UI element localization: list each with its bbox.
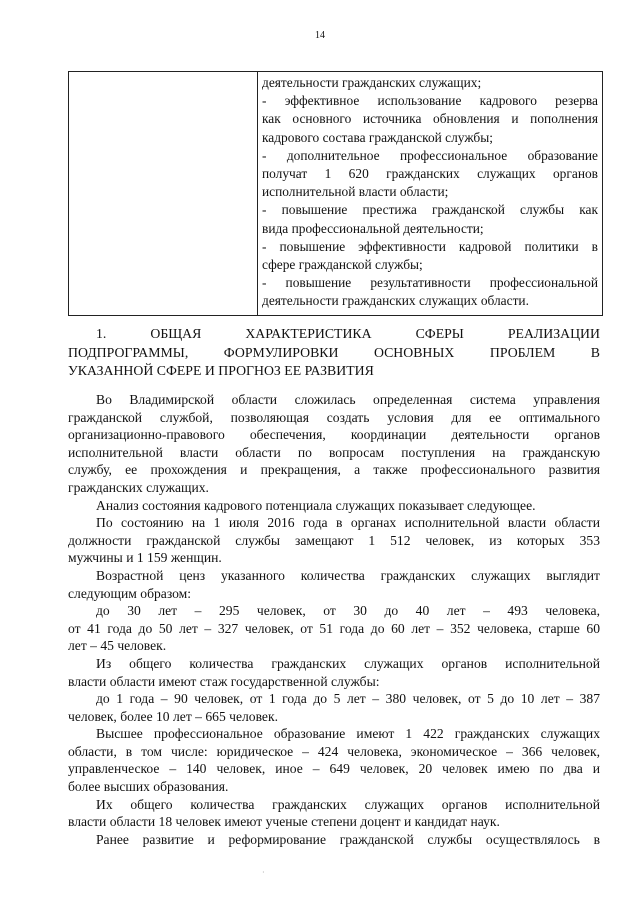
body-line: организационно-правового обеспечения, координации деятельности органов: [68, 427, 600, 443]
body-line: более высших образования.: [68, 779, 229, 795]
table-line: деятельности гражданских служащих;: [262, 75, 482, 90]
body-line: Ранее развитие и реформирование гражданской службы осуществлялось в: [96, 831, 600, 847]
table-line: - повышение престижа гражданской службы как: [262, 202, 598, 218]
body-line: исполнительной власти области по вопросам поступления на гражданскую: [68, 444, 600, 460]
body-line: следующим образом:: [68, 585, 192, 601]
body-line: лет – 45 человек.: [68, 638, 167, 654]
heading-line: 1. ОБЩАЯ ХАРАКТЕРИСТИКА СФЕРЫ РЕАЛИЗАЦИИ: [96, 326, 600, 341]
body-line: до 1 года – 90 человек, от 1 года до 5 лет – 380 человек, от 5 до 10 лет – 387: [96, 691, 600, 707]
table-line: - повышение результативности профессиональной: [262, 275, 598, 291]
scan-speck: ·: [262, 868, 265, 877]
table-right-cell: [258, 72, 603, 316]
body-line: власти области имеют стаж государственной службы:: [68, 673, 380, 689]
body-line: области, в том числе: юридическое – 424 человека, экономическое – 366 человек,: [68, 743, 600, 759]
table-line: - дополнительное профессиональное образование: [262, 147, 598, 163]
table-line: - повышение эффективности кадровой политики в: [262, 238, 598, 254]
body-line: службу, ее прохождения и прекращения, а также профессионального развития: [68, 462, 600, 478]
body-line: должности гражданской службы замещают 1 512 человек, из которых 353: [68, 532, 600, 548]
body-line: Во Владимирской области сложилась определенная система управления: [96, 392, 600, 407]
body-line: мужчины и 1 159 женщин.: [68, 550, 222, 566]
body-line: Анализ состояния кадрового потенциала служащих показывает следующее.: [96, 497, 536, 513]
body-line: человек, более 10 лет – 665 человек.: [68, 708, 278, 724]
body-line: Высшее профессиональное образование имеют 1 422 гражданских служащих: [96, 726, 600, 742]
table-line: вида профессиональной деятельности;: [262, 220, 484, 236]
section-heading: [68, 325, 600, 381]
page-number: 14: [315, 30, 325, 41]
table-line: кадрового состава гражданской службы;: [262, 129, 493, 145]
body-line: гражданской службой, позволяющая создать условия для ее оптимального: [68, 409, 600, 425]
table-line: деятельности гражданских служащих области.: [262, 293, 529, 309]
table-line: как основного источника обновления и пополнения: [262, 111, 598, 127]
body-line: По состоянию на 1 июля 2016 года в органах исполнительной власти области: [96, 515, 600, 531]
body-line: Их общего количества гражданских служащих органов исполнительной: [96, 796, 600, 812]
heading-line: УКАЗАННОЙ СФЕРЕ И ПРОГНОЗ ЕЕ РАЗВИТИЯ: [68, 363, 374, 378]
continuation-table: [68, 71, 603, 316]
body-line: Возрастной ценз указанного количества гражданских служащих выглядит: [96, 567, 600, 583]
body-line: до 30 лет – 295 человек, от 30 до 40 лет – 493 человека,: [96, 603, 600, 619]
table-line: исполнительной власти области;: [262, 184, 449, 200]
table-line: получат 1 620 гражданских служащих органов: [262, 166, 598, 182]
heading-line: ПОДПРОГРАММЫ, ФОРМУЛИРОВКИ ОСНОВНЫХ ПРОБЛЕМ В: [68, 344, 600, 360]
table-line: - эффективное использование кадрового резерва: [262, 93, 598, 109]
body-line: власти области 18 человек имеют ученые степени доцент и кандидат наук.: [68, 814, 500, 830]
body-line: от 41 года до 50 лет – 327 человек, от 51 года до 60 лет – 352 человека, старше 60: [68, 620, 600, 636]
body-text: [68, 391, 600, 848]
body-line: гражданских служащих.: [68, 479, 209, 495]
body-line: Из общего количества гражданских служащих органов исполнительной: [96, 655, 600, 671]
table-line: сфере гражданской службы;: [262, 257, 423, 273]
body-line: управленческое – 140 человек, иное – 649 человек, 20 человек имею по два и: [68, 761, 600, 777]
table-left-cell: [69, 72, 258, 316]
